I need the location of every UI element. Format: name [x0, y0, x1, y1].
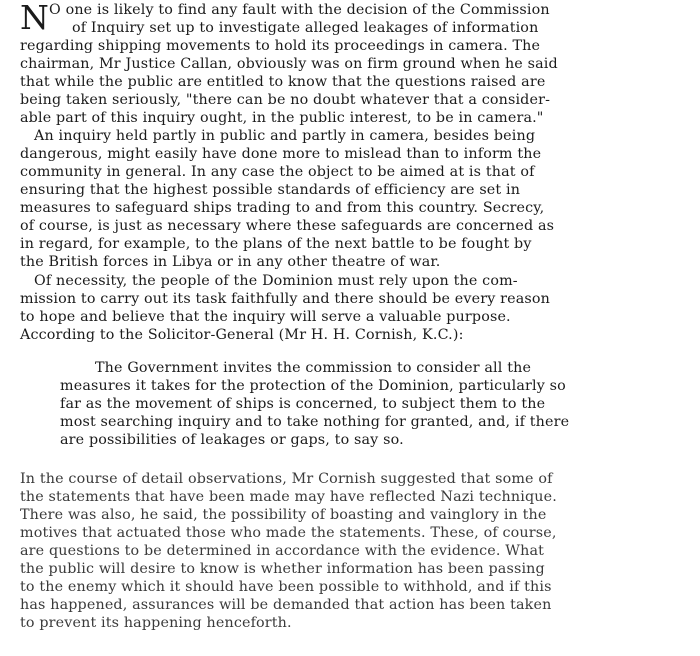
article-line: There was also, he said, the possibility of boasting and vainglory in the — [20, 507, 547, 523]
article-line: chairman, Mr Justice Callan, obviously was on firm ground when he said — [20, 56, 558, 72]
article-line: has happened, assurances will be demanded that action has been taken — [20, 597, 552, 613]
quote-line: are possibilities of leakages or gaps, to say so. — [60, 432, 404, 448]
article-line: An inquiry held partly in public and partly in camera, besides being — [34, 128, 536, 144]
article-line: to the enemy which it should have been possible to withhold, and if this — [20, 579, 552, 595]
article-line: the statements that have been made may have reflected Nazi technique. — [20, 489, 557, 505]
article-line: of Inquiry set up to investigate alleged leakages of information — [72, 20, 539, 36]
article-line: measures to safeguard ships trading to and from this country. Secrecy, — [20, 200, 545, 216]
article-line: O one is likely to find any fault with the decision of the Commission — [49, 2, 550, 18]
article-line: In the course of detail observations, Mr Cornish suggested that some of — [20, 471, 553, 487]
article-line: able part of this inquiry ought, in the public interest, to be in camera." — [20, 110, 544, 126]
article-line: According to the Solicitor-General (Mr H. H. Cornish, K.C.): — [20, 327, 464, 343]
article-line: motives that actuated those who made the statements. These, of course, — [20, 525, 557, 541]
article-line: to prevent its happening henceforth. — [20, 615, 292, 631]
drop-cap: N — [20, 0, 49, 37]
article-line: that while the public are entitled to know that the questions raised are — [20, 74, 546, 90]
article-line: in regard, for example, to the plans of the next battle to be fought by — [20, 236, 532, 252]
article-line: community in general. In any case the object to be aimed at is that of — [20, 164, 535, 180]
article-line: mission to carry out its task faithfully and there should be every reason — [20, 291, 551, 307]
quote-line: most searching inquiry and to take nothing for granted, and, if there — [60, 414, 570, 430]
article-line: dangerous, might easily have done more to mislead than to inform the — [20, 146, 542, 162]
quote-line: The Government invites the commission to consider all the — [95, 360, 532, 376]
quote-line: far as the movement of ships is concerned, to subject them to the — [60, 396, 546, 412]
article-line: Of necessity, the people of the Dominion must rely upon the com- — [34, 273, 518, 289]
article-line: regarding shipping movements to hold its proceedings in camera. The — [20, 38, 541, 54]
article-line: ensuring that the highest possible standards of efficiency are set in — [20, 182, 521, 198]
article-line: the public will desire to know is whether information has been passing — [20, 561, 545, 577]
article-line: being taken seriously, "there can be no doubt whatever that a consider- — [20, 92, 551, 108]
article-line: to hope and believe that the inquiry will serve a valuable purpose. — [20, 309, 511, 325]
article-line: the British forces in Libya or in any other theatre of war. — [20, 254, 441, 270]
article-line: are questions to be determined in accordance with the evidence. What — [20, 543, 545, 559]
article-line: of course, is just as necessary where these safeguards are concerned as — [20, 218, 555, 234]
quote-line: measures it takes for the protection of the Dominion, particularly so — [60, 378, 566, 394]
